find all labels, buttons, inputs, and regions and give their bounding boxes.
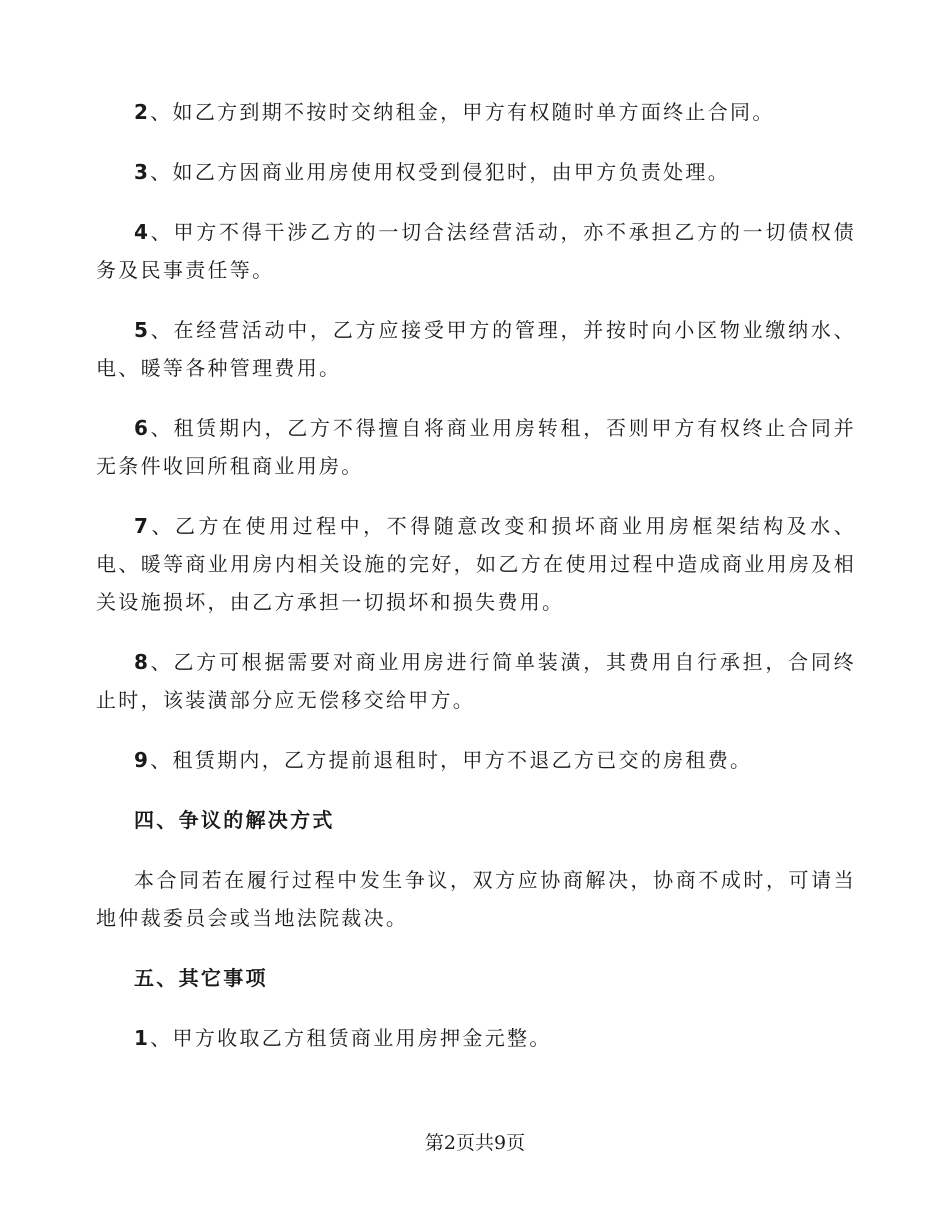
clause-2 xyxy=(96,93,856,131)
clause-text: 、乙方可根据需要对商业用房进行简单装潢，其费用自行承担，合同终止时，该装潢部分应无偿移交给甲方。 xyxy=(96,650,856,712)
clause-number: 8 xyxy=(134,650,151,674)
clause-6 xyxy=(96,409,856,485)
clause-text: 、在经营活动中，乙方应接受甲方的管理，并按时向小区物业缴纳水、电、暖等各种管理费用。 xyxy=(96,318,856,380)
clause-text: 、租赁期内，乙方提前退租时，甲方不退乙方已交的房租费。 xyxy=(150,748,753,772)
clause-text: 、甲方收取乙方租赁商业用房押金元整。 xyxy=(150,1026,552,1050)
clause-number: 1 xyxy=(134,1026,151,1050)
clause-text: 、甲方不得干涉乙方的一切合法经营活动，亦不承担乙方的一切债权债务及民事责任等。 xyxy=(96,220,856,282)
clause-number: 9 xyxy=(134,748,151,772)
clause-number: 5 xyxy=(134,318,151,342)
clause-text: 、如乙方因商业用房使用权受到侵犯时，由甲方负责处理。 xyxy=(150,160,731,184)
clause-text: 、乙方在使用过程中，不得随意改变和损坏商业用房框架结构及水、电、暖等商业用房内相关设施的完好，如乙方在使用过程中造成商业用房及相关设施损坏，由乙方承担一切损坏和损失费用。 xyxy=(96,514,856,614)
page-number-footer: 第2页共9页 xyxy=(424,1132,526,1154)
other-item-1 xyxy=(96,1019,856,1057)
clause-4 xyxy=(96,213,856,289)
clause-number: 7 xyxy=(134,514,151,538)
clause-text: 、租赁期内，乙方不得擅自将商业用房转租，否则甲方有权终止合同并无条件收回所租商业用房。 xyxy=(96,416,856,478)
clause-number: 4 xyxy=(134,220,151,244)
clause-8 xyxy=(96,643,856,719)
section-heading-dispute: 四、争议的解决方式 xyxy=(134,808,335,832)
clause-text: 、如乙方到期不按时交纳租金，甲方有权随时单方面终止合同。 xyxy=(150,100,775,124)
clause-7 xyxy=(96,507,856,621)
section-body-dispute: 本合同若在履行过程中发生争议，双方应协商解决，协商不成时，可请当地仲裁委员会或当地法院裁决。 xyxy=(96,868,856,930)
clause-number: 6 xyxy=(134,416,151,440)
clause-3 xyxy=(96,153,856,191)
clause-5 xyxy=(96,311,856,387)
clause-number: 3 xyxy=(134,160,151,184)
clause-number: 2 xyxy=(134,100,151,124)
document-body xyxy=(96,93,856,1079)
clause-9 xyxy=(96,741,856,779)
section-heading-other: 五、其它事项 xyxy=(134,966,268,990)
